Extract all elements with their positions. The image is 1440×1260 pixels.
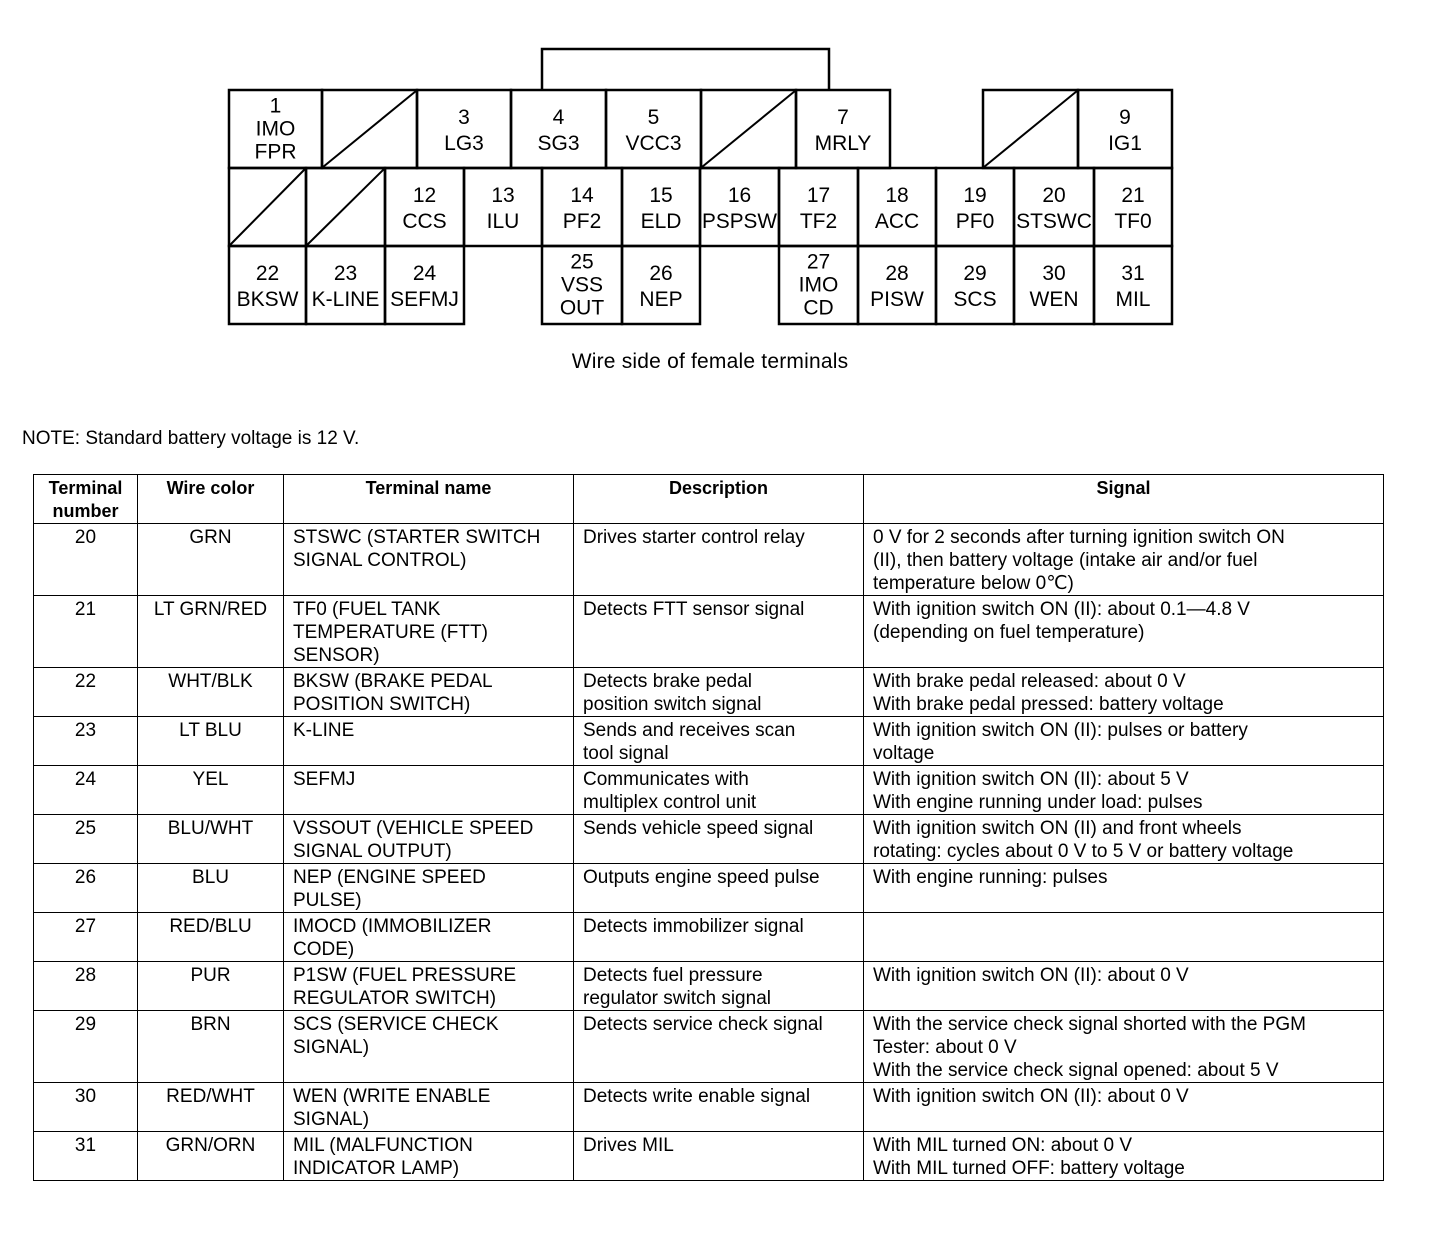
terminal-5 xyxy=(606,90,701,168)
blank-cavity xyxy=(306,168,385,246)
terminal-label: TF2 xyxy=(799,210,838,233)
terminal-name-cell: BKSW (BRAKE PEDAL POSITION SWITCH) xyxy=(284,668,574,717)
terminal-number: 17 xyxy=(806,184,831,207)
description-cell: Detects write enable signal xyxy=(574,1083,864,1132)
terminal-number-cell: 30 xyxy=(34,1083,138,1132)
terminal-24 xyxy=(385,246,464,324)
signal-cell: With ignition switch ON (II): about 0 V xyxy=(864,1083,1384,1132)
description-cell: Detects immobilizer signal xyxy=(574,913,864,962)
terminal-label: PSPSW xyxy=(702,210,778,233)
table-row xyxy=(34,962,1384,1011)
terminal-label: IMO xyxy=(798,273,839,297)
terminal-29 xyxy=(936,246,1014,324)
signal-cell: 0 V for 2 seconds after turning ignition switch ON (II), then battery voltage (intake air and/or fuel temperature below 0℃) xyxy=(864,524,1384,596)
terminal-3 xyxy=(417,90,511,168)
terminal-label: MRLY xyxy=(814,132,872,155)
description-cell: Detects service check signal xyxy=(574,1011,864,1083)
blank-cavity xyxy=(983,90,1078,168)
wire-color-header: Wire color xyxy=(138,475,284,524)
terminal-number: 9 xyxy=(1119,106,1131,129)
connector-outline xyxy=(542,49,829,90)
terminal-9 xyxy=(1078,90,1172,168)
blank-cavity xyxy=(229,168,306,246)
terminal-label: PF2 xyxy=(562,210,602,233)
terminal-label: TF0 xyxy=(1114,210,1152,233)
wire-color-cell: YEL xyxy=(138,766,284,815)
table-row xyxy=(34,524,1384,596)
terminal-number-cell: 26 xyxy=(34,864,138,913)
terminal-28 xyxy=(858,246,936,324)
wire-color-cell: LT BLU xyxy=(138,717,284,766)
signal-cell: With ignition switch ON (II): about 0.1—4.8 V (depending on fuel temperature) xyxy=(864,596,1384,668)
description-cell: Sends and receives scan tool signal xyxy=(574,717,864,766)
terminal-number: 5 xyxy=(647,106,660,129)
terminal-number-cell: 20 xyxy=(34,524,138,596)
terminal-name-cell: TF0 (FUEL TANK TEMPERATURE (FTT) SENSOR) xyxy=(284,596,574,668)
terminal-label: MIL xyxy=(1115,288,1151,311)
terminal-label: ACC xyxy=(874,210,920,233)
description-header: Description xyxy=(574,475,864,524)
terminal-name-cell: NEP (ENGINE SPEED PULSE) xyxy=(284,864,574,913)
terminal-label: NEP xyxy=(639,288,683,311)
diagram-caption: Wire side of female terminals xyxy=(571,350,849,373)
description-cell: Detects fuel pressure regulator switch signal xyxy=(574,962,864,1011)
wire-color-cell: PUR xyxy=(138,962,284,1011)
terminal-30 xyxy=(1014,246,1094,324)
terminal-number: 13 xyxy=(491,184,515,207)
terminal-number: 12 xyxy=(412,184,437,207)
terminal-label: LG3 xyxy=(444,132,484,155)
terminal-number: 14 xyxy=(570,184,594,207)
terminal-label: PF0 xyxy=(955,210,995,233)
terminal-label: VSS xyxy=(560,273,604,297)
terminal-name-cell: SCS (SERVICE CHECK SIGNAL) xyxy=(284,1011,574,1083)
signal-cell: With the service check signal shorted with the PGM Tester: about 0 V With the service check signal opened: about 5 V xyxy=(864,1011,1384,1083)
terminal-12 xyxy=(385,168,464,246)
description-cell: Outputs engine speed pulse xyxy=(574,864,864,913)
terminal-20 xyxy=(1014,168,1094,246)
signal-cell xyxy=(864,913,1384,962)
terminal-number: 25 xyxy=(570,250,594,274)
terminal-number: 1 xyxy=(269,94,282,118)
terminal-label: WEN xyxy=(1029,288,1079,311)
signal-cell: With ignition switch ON (II): pulses or battery voltage xyxy=(864,717,1384,766)
wire-color-cell: WHT/BLK xyxy=(138,668,284,717)
terminal-table xyxy=(33,474,1384,1181)
terminal-26 xyxy=(622,246,700,324)
terminal-number-cell: 24 xyxy=(34,766,138,815)
terminal-number: 16 xyxy=(727,184,752,207)
terminal-16 xyxy=(700,168,779,246)
description-cell: Drives starter control relay xyxy=(574,524,864,596)
terminal-25 xyxy=(542,246,622,324)
terminal-22 xyxy=(229,246,306,324)
terminal-number-cell: 31 xyxy=(34,1132,138,1181)
description-cell: Communicates with multiplex control unit xyxy=(574,766,864,815)
terminal-number: 18 xyxy=(885,184,909,207)
terminal-number-cell: 29 xyxy=(34,1011,138,1083)
terminal-label: K-LINE xyxy=(311,288,380,311)
terminal-label: VCC3 xyxy=(625,132,682,155)
wire-color-cell: LT GRN/RED xyxy=(138,596,284,668)
table-row xyxy=(34,1132,1384,1181)
terminal-label: IMO xyxy=(255,117,296,141)
table-row xyxy=(34,717,1384,766)
terminal-label: FPR xyxy=(254,140,297,164)
terminal-number-cell: 25 xyxy=(34,815,138,864)
wire-color-cell: GRN/ORN xyxy=(138,1132,284,1181)
terminal-label: ILU xyxy=(486,210,520,233)
terminal-7 xyxy=(796,90,890,168)
terminal-label: SCS xyxy=(953,288,997,311)
terminal-label: STSWC xyxy=(1016,210,1092,233)
terminal-label: SEFMJ xyxy=(390,288,459,311)
terminal-label: CD xyxy=(803,296,834,320)
terminal-name-cell: MIL (MALFUNCTION INDICATOR LAMP) xyxy=(284,1132,574,1181)
terminal-number: 27 xyxy=(806,250,831,274)
terminal-18 xyxy=(858,168,936,246)
signal-cell: With ignition switch ON (II): about 0 V xyxy=(864,962,1384,1011)
wire-color-cell: BRN xyxy=(138,1011,284,1083)
terminal-31 xyxy=(1094,246,1172,324)
terminal-name-cell: IMOCD (IMMOBILIZER CODE) xyxy=(284,913,574,962)
table-row xyxy=(34,815,1384,864)
terminal-number: 21 xyxy=(1121,184,1145,207)
terminal-27 xyxy=(779,246,858,324)
connector-cells xyxy=(229,90,1172,324)
terminal-19 xyxy=(936,168,1014,246)
terminal-label: SG3 xyxy=(537,132,580,155)
terminal-name-cell: K-LINE xyxy=(284,717,574,766)
description-cell: Detects brake pedal position switch signal xyxy=(574,668,864,717)
table-header-row xyxy=(34,475,1384,524)
signal-cell: With engine running: pulses xyxy=(864,864,1384,913)
description-cell: Detects FTT sensor signal xyxy=(574,596,864,668)
terminal-name-header: Terminal name xyxy=(284,475,574,524)
terminal-number-header: Terminal number xyxy=(34,475,138,524)
terminal-15 xyxy=(622,168,700,246)
terminal-label: PISW xyxy=(870,288,924,311)
signal-cell: With MIL turned ON: about 0 V With MIL turned OFF: battery voltage xyxy=(864,1132,1384,1181)
terminal-label: IG1 xyxy=(1108,132,1142,155)
wire-color-cell: RED/BLU xyxy=(138,913,284,962)
terminal-label: CCS xyxy=(402,210,447,233)
terminal-number: 4 xyxy=(552,106,565,129)
table-row xyxy=(34,864,1384,913)
table-row xyxy=(34,1083,1384,1132)
blank-cavity xyxy=(322,90,417,168)
terminal-number: 28 xyxy=(885,262,909,285)
terminal-number: 15 xyxy=(649,184,673,207)
terminal-number: 19 xyxy=(963,184,987,207)
terminal-name-cell: P1SW (FUEL PRESSURE REGULATOR SWITCH) xyxy=(284,962,574,1011)
terminal-label: BKSW xyxy=(236,288,299,311)
terminal-name-cell: VSSOUT (VEHICLE SPEED SIGNAL OUTPUT) xyxy=(284,815,574,864)
wire-color-cell: BLU/WHT xyxy=(138,815,284,864)
terminal-14 xyxy=(542,168,622,246)
wire-color-cell: RED/WHT xyxy=(138,1083,284,1132)
wire-color-cell: BLU xyxy=(138,864,284,913)
table-row xyxy=(34,766,1384,815)
terminal-number: 24 xyxy=(412,262,437,285)
table-row xyxy=(34,596,1384,668)
terminal-number: 23 xyxy=(333,262,358,285)
connector-key xyxy=(542,49,829,90)
connector-terminal-diagram xyxy=(0,0,1440,330)
description-cell: Sends vehicle speed signal xyxy=(574,815,864,864)
table-row xyxy=(34,668,1384,717)
terminal-label: OUT xyxy=(559,296,605,320)
terminal-name-cell: SEFMJ xyxy=(284,766,574,815)
terminal-number-cell: 27 xyxy=(34,913,138,962)
terminal-number: 7 xyxy=(837,106,849,129)
terminal-number: 20 xyxy=(1042,184,1066,207)
table-row xyxy=(34,1011,1384,1083)
table-body xyxy=(34,524,1384,1181)
signal-cell: With ignition switch ON (II) and front wheels rotating: cycles about 0 V to 5 V or battery voltage xyxy=(864,815,1384,864)
terminal-number: 26 xyxy=(649,262,673,285)
table-row xyxy=(34,913,1384,962)
signal-header: Signal xyxy=(864,475,1384,524)
description-cell: Drives MIL xyxy=(574,1132,864,1181)
signal-cell: With brake pedal released: about 0 V With brake pedal pressed: battery voltage xyxy=(864,668,1384,717)
terminal-13 xyxy=(464,168,542,246)
terminal-17 xyxy=(779,168,858,246)
wire-color-cell: GRN xyxy=(138,524,284,596)
terminal-number: 3 xyxy=(458,106,470,129)
signal-cell: With ignition switch ON (II): about 5 V With engine running under load: pulses xyxy=(864,766,1384,815)
terminal-number-cell: 28 xyxy=(34,962,138,1011)
terminal-1 xyxy=(229,90,322,168)
terminal-number-cell: 23 xyxy=(34,717,138,766)
blank-cavity xyxy=(701,90,796,168)
terminal-name-cell: WEN (WRITE ENABLE SIGNAL) xyxy=(284,1083,574,1132)
terminal-4 xyxy=(511,90,606,168)
terminal-number-cell: 22 xyxy=(34,668,138,717)
terminal-number: 29 xyxy=(963,262,987,285)
terminal-label: ELD xyxy=(640,210,682,233)
terminal-number: 22 xyxy=(255,262,280,285)
battery-voltage-note: NOTE: Standard battery voltage is 12 V. xyxy=(22,428,360,449)
terminal-number: 30 xyxy=(1042,262,1066,285)
terminal-21 xyxy=(1094,168,1172,246)
terminal-number: 31 xyxy=(1121,262,1145,285)
terminal-23 xyxy=(306,246,385,324)
terminal-name-cell: STSWC (STARTER SWITCH SIGNAL CONTROL) xyxy=(284,524,574,596)
terminal-number-cell: 21 xyxy=(34,596,138,668)
